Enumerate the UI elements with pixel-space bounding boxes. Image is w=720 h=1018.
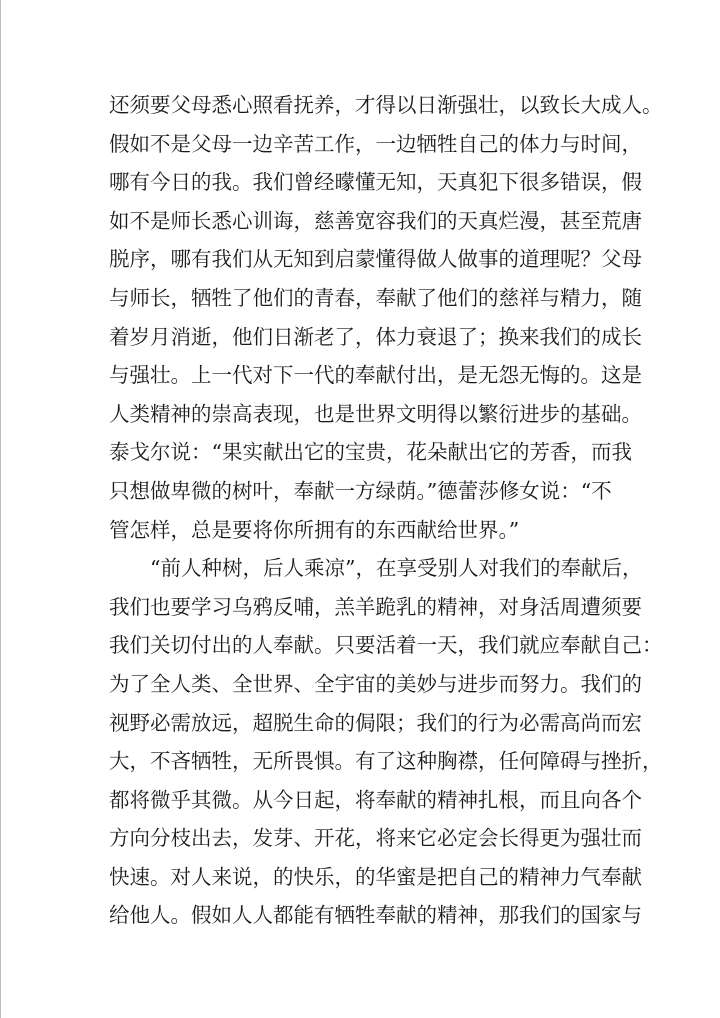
text-line: 我们也要学习乌鸦反哺，羔羊跪乳的精神，对身活周遭须要 (109, 594, 642, 619)
text-line: 假如不是父母一边辛苦工作，一边牺牲自己的体力与时间， (109, 131, 642, 156)
text-line: 与师长，牺牲了他们的青春，奉献了他们的慈祥与精力，随 (109, 285, 642, 310)
text-line: 视野必需放远，超脱生命的侷限；我们的行为必需高尚而宏 (109, 710, 642, 735)
text-line: 只想做卑微的树叶，奉献一方绿荫。”德蕾莎修女说：“不 (109, 478, 612, 503)
text-line: 人类精神的崇高表现，也是世界文明得以繁衍进步的基础。 (109, 401, 642, 426)
text-line: 着岁月消逝，他们日渐老了，体力衰退了；换来我们的成长 (109, 324, 642, 349)
text-line: 还须要父母悉心照看抚养，才得以日渐强壮，以致长大成人。 (109, 93, 663, 117)
text-line: 为了全人类、全世界、全宇宙的美妙与进步而努力。我们的 (109, 671, 642, 696)
text-line: 都将微乎其微。从今日起，将奉献的精神扎根，而且向各个 (109, 787, 642, 812)
text-line: 哪有今日的我。我们曾经曚懂无知，天真犯下很多错误，假 (109, 170, 642, 195)
text-line: 方向分枝出去，发芽、开花，将来它必定会长得更为强壮而 (109, 826, 642, 851)
text-line: 与强壮。上一代对下一代的奉献付出，是无怨无悔的。这是 (109, 363, 642, 388)
text-line: 大，不吝牺牲，无所畏惧。有了这种胸襟，任何障碍与挫折， (109, 749, 663, 774)
text-line: 管怎样，总是要将你所拥有的东西献给世界。” (109, 517, 520, 542)
body-text (109, 86, 663, 935)
text-line: 泰戈尔说：“果实献出它的宝贵，花朵献出它的芳香，而我 (109, 440, 632, 465)
paragraph-start-line: “前人种树，后人乘凉”，在享受别人对我们的奉献后， (150, 556, 643, 581)
text-line: 如不是师长悉心训诲，慈善宽容我们的天真烂漫，甚至荒唐 (109, 208, 642, 233)
text-line: 快速。对人来说，的快乐，的华蜜是把自己的精神力气奉献 (109, 864, 642, 889)
text-line: 我们关切付出的人奉献。只要活着一天，我们就应奉献自己： (109, 633, 663, 658)
text-line: 给他人。假如人人都能有牺牲奉献的精神，那我们的国家与 (109, 903, 642, 928)
text-line: 脱序，哪有我们从无知到启蒙懂得做人做事的道理呢？父母 (109, 247, 642, 272)
